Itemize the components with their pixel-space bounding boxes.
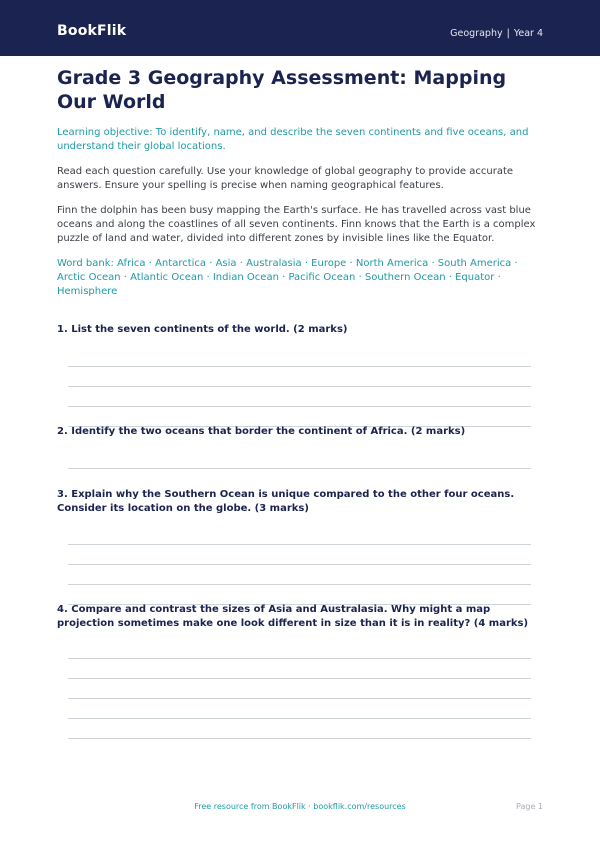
page-footer	[0, 802, 600, 816]
question-3: 3. Explain why the Southern Ocean is unique compared to the other four oceans. Consider its location on the globe. (3 marks)	[57, 489, 515, 514]
answer-lines-4	[57, 658, 543, 739]
answer-lines-3	[57, 544, 543, 605]
page-header	[0, 0, 600, 56]
answer-line[interactable]	[68, 544, 531, 545]
footer-link[interactable]: Free resource from BookFlik · bookflik.com/resources	[194, 802, 406, 811]
question-4: 4. Compare and contrast the sizes of Asia and Australasia. Why might a map projection sometimes make one look different in size than it is in reality? (4 marks)	[57, 604, 529, 629]
answer-line[interactable]	[68, 718, 531, 719]
question-2: 2. Identify the two oceans that border the continent of Africa. (2 marks)	[57, 426, 466, 437]
answer-line[interactable]	[68, 564, 531, 565]
word-bank: Word bank: Africa · Antarctica · Asia · Australasia · Europe · North America · South America · Arctic Ocean · Atlantic Ocean · Indian Ocean · Pacific Ocean · Southern Ocean · Equator · Hemisphere	[57, 258, 518, 297]
answer-line[interactable]	[68, 658, 531, 659]
worksheet-content	[57, 66, 543, 739]
answer-line[interactable]	[68, 698, 531, 699]
answer-lines-1	[57, 366, 543, 427]
answer-line[interactable]	[68, 406, 531, 407]
answer-line[interactable]	[68, 584, 531, 585]
answer-line[interactable]	[68, 366, 531, 367]
answer-line[interactable]	[68, 738, 531, 739]
answer-lines-2	[57, 468, 543, 469]
year-label: Year 4	[513, 28, 543, 39]
learning-objective: Learning objective: To identify, name, and describe the seven continents and five oceans, and understand their global locations.	[57, 127, 529, 152]
instructions-text: Read each question carefully. Use your knowledge of global geography to provide accurate answers. Ensure your spelling is precise when naming geographical features.	[57, 166, 514, 191]
header-meta	[450, 28, 543, 39]
page-number: Page 1	[516, 802, 543, 811]
header-separator: |	[506, 28, 510, 39]
answer-line[interactable]	[68, 678, 531, 679]
answer-line[interactable]	[68, 386, 531, 387]
subject-label: Geography	[450, 28, 503, 39]
page-title: Grade 3 Geography Assessment: Mapping Our World	[57, 67, 507, 113]
brand-logo[interactable]: BookFlik	[57, 23, 127, 39]
answer-line[interactable]	[68, 468, 531, 469]
story-text: Finn the dolphin has been busy mapping the Earth's surface. He has travelled across vast blue oceans and along the coastlines of all seven continents. Finn knows that the Earth is a complex puzzle of land and water, divided into different zones by invisible lines like the Equator.	[57, 205, 536, 244]
question-1: 1. List the seven continents of the world. (2 marks)	[57, 324, 348, 335]
